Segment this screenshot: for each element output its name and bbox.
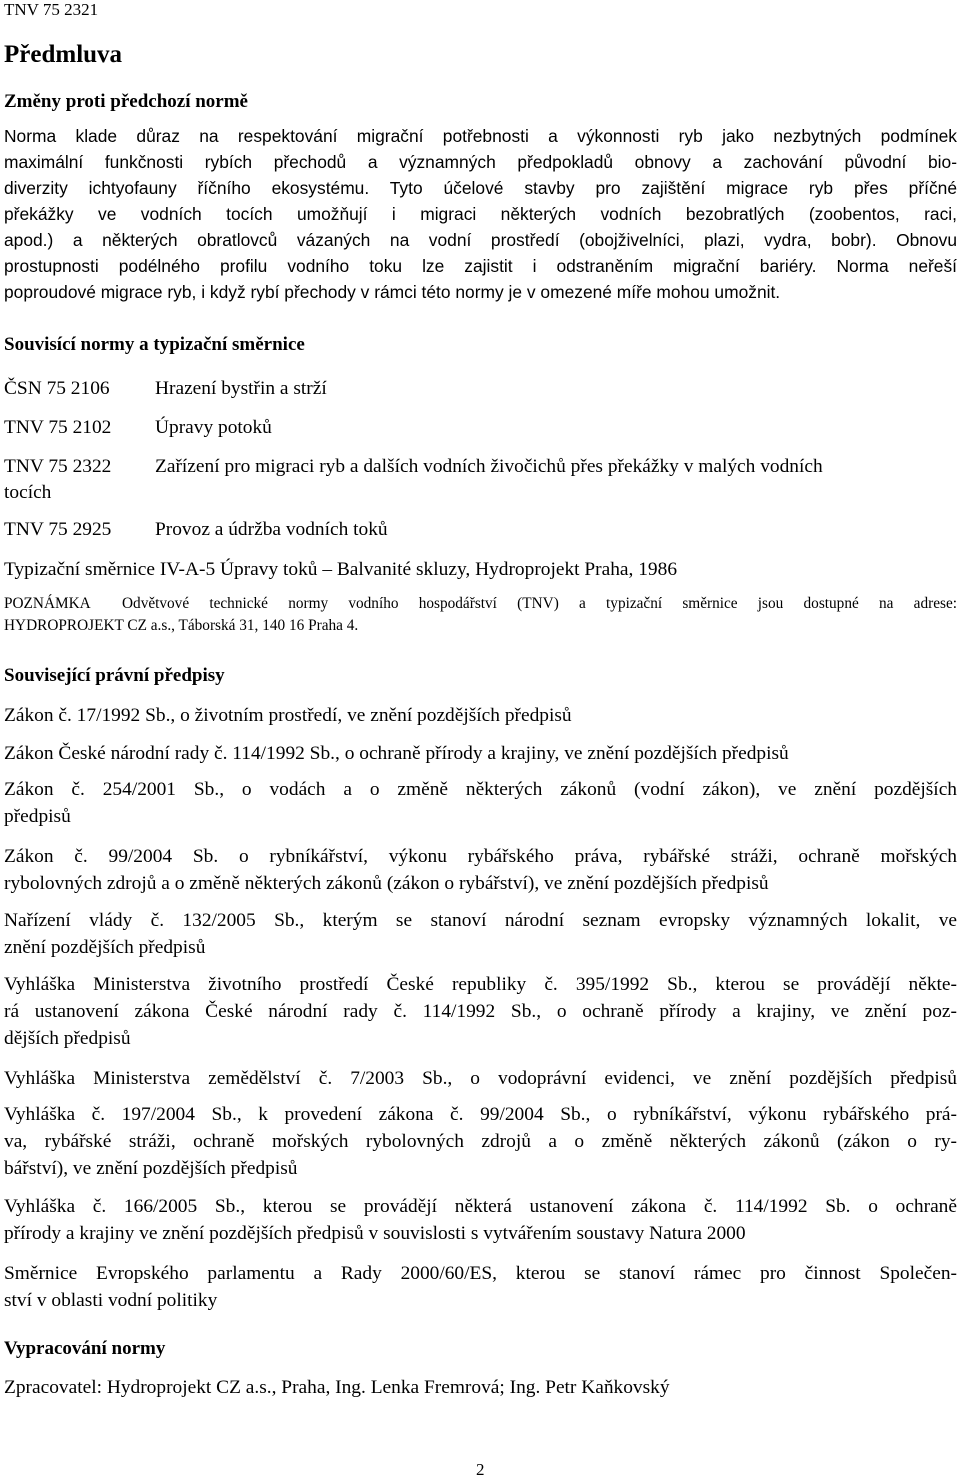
directive-line: Typizační směrnice IV-A-5 Úpravy toků – Balvanité skluzy, Hydroprojekt Praha, 1986 [4, 559, 678, 580]
legal-line: ství v oblasti vodní politiky [4, 1290, 218, 1311]
prepared-text: Zpracovatel: Hydroprojekt CZ a.s., Praha, Ing. Lenka Fremrová; Ing. Petr Kaňkovský [4, 1377, 670, 1398]
standard-code: TNV 75 2321 [4, 0, 99, 19]
changes-line: maximální funkčnosti rybích přechodů a významných předpokladů obnovy a zachování původní bio- [4, 152, 957, 172]
legal-line: Směrnice Evropského parlamentu a Rady 2000/60/ES, kterou se stanoví rámec pro činnost Společen- [4, 1263, 957, 1284]
norm-code: ČSN 75 2106 [4, 378, 110, 399]
legal-line: Vyhláška č. 197/2004 Sb., k provedení zákona č. 99/2004 Sb., o rybníkářství, výkonu rybářského prá- [4, 1104, 957, 1125]
legal-line: Zákon č. 17/1992 Sb., o životním prostředí, ve znění pozdějších předpisů [4, 705, 572, 726]
legal-item [4, 740, 957, 767]
legal-line: Vyhláška č. 166/2005 Sb., kterou se provádějí některá ustanovení zákona č. 114/1992 Sb. o ochraně [4, 1196, 957, 1217]
legal-item [4, 907, 957, 961]
note [4, 593, 957, 637]
norm-name: Zařízení pro migraci ryb a dalších vodních živočichů přes překážky v malých vodních [155, 456, 823, 477]
legal-item [4, 971, 957, 1052]
norm-name: Úpravy potoků [155, 417, 272, 438]
legal-line: rá ustanovení zákona České národní rady č. 114/1992 Sb., o ochraně přírody a krajiny, ve znění poz- [4, 1001, 957, 1022]
legal-line: Vyhláška Ministerstva životního prostředí České republiky č. 395/1992 Sb., kterou se provádějí někte- [4, 974, 957, 995]
legal-item [4, 843, 957, 897]
legal-line: Vyhláška Ministerstva zemědělství č. 7/2003 Sb., o vodoprávní evidenci, ve znění pozdějších předpisů [4, 1068, 957, 1089]
legal-line: Zákon č. 254/2001 Sb., o vodách a o změně některých zákonů (vodní zákon), ve znění pozdějších [4, 779, 957, 800]
legal-line: bářství), ve znění pozdějších předpisů [4, 1158, 298, 1179]
legal-item [4, 702, 957, 729]
norm-name: Hrazení bystřin a strží [155, 378, 327, 399]
page-title: Předmluva [4, 41, 123, 68]
legal-line: Zákon České národní rady č. 114/1992 Sb., o ochraně přírody a krajiny, ve znění pozdějších předpisů [4, 743, 789, 764]
legal-item [4, 1260, 957, 1314]
legal-item [4, 776, 957, 830]
changes-line: překážky ve vodních tocích umožňují i migraci některých vodních bezobratlých (zoobentos, raci, [4, 204, 957, 224]
changes-line: Norma klade důraz na respektování migrační potřebnosti a výkonnosti ryb jako nezbytných podmínek [4, 126, 957, 146]
legal-line: přírody a krajiny ve znění pozdějších předpisů v souvislosti s vytvářením soustavy Natura 2000 [4, 1223, 746, 1244]
changes-line: apod.) a některých obratlovců vázaných na vodní prostředí (obojživelníci, plazi, vydra, bobr). Obnovu [4, 230, 957, 250]
norm-name: Provoz a údržba vodních toků [155, 519, 388, 540]
legal-line: Nařízení vlády č. 132/2005 Sb., kterým se stanoví národní seznam evropsky významných lokalit, ve [4, 910, 957, 931]
note-text: Odvětvové technické normy vodního hospodářství (TNV) a typizační směrnice jsou dostupné na adrese: [122, 595, 957, 612]
legal-line: znění pozdějších předpisů [4, 937, 206, 958]
norm-code: TNV 75 2102 [4, 417, 112, 438]
norm-code: TNV 75 2925 [4, 519, 112, 540]
changes-line: prostupnosti podélného profilu vodního toku lze zajistit i odstraněním migrační bariéry. Norma neřeší [4, 256, 957, 276]
legal-item [4, 1193, 957, 1247]
changes-line: poproudové migrace ryb, i když rybí přechody v rámci této normy je v omezené míře mohou umožnit. [4, 282, 781, 302]
note-label: POZNÁMKA [4, 595, 91, 612]
norm-code: TNV 75 2322 [4, 456, 112, 477]
legal-line: va, rybářské stráži, ochraně mořských rybolovných zdrojů a o změně některých zákonů (zákon o ry- [4, 1131, 957, 1152]
changes-heading: Změny proti předchozí normě [4, 91, 248, 112]
page-number: 2 [476, 1460, 485, 1479]
legal-line: předpisů [4, 806, 71, 827]
legal-line: rybolovných zdrojů a o změně některých zákonů (zákon o rybářství), ve znění pozdějších předpisů [4, 873, 769, 894]
legal-line: dějších předpisů [4, 1028, 131, 1049]
legal-heading: Související právní předpisy [4, 665, 225, 686]
related-heading: Souvisící normy a typizační směrnice [4, 334, 305, 355]
norm-name-continuation: tocích [4, 482, 52, 503]
legal-line: Zákon č. 99/2004 Sb. o rybníkářství, výkonu rybářského práva, rybářské stráži, ochraně mořských [4, 846, 957, 867]
legal-item [4, 1065, 957, 1092]
prepared-heading: Vypracování normy [4, 1338, 166, 1359]
legal-item [4, 1101, 957, 1182]
changes-paragraph [4, 123, 957, 305]
changes-line: diverzity ichtyofauny říčního ekosystému. Tyto účelové stavby pro zajištění migrace ryb přes příčné [4, 178, 957, 198]
note-text: HYDROPROJEKT CZ a.s., Táborská 31, 140 16 Praha 4. [4, 617, 359, 634]
